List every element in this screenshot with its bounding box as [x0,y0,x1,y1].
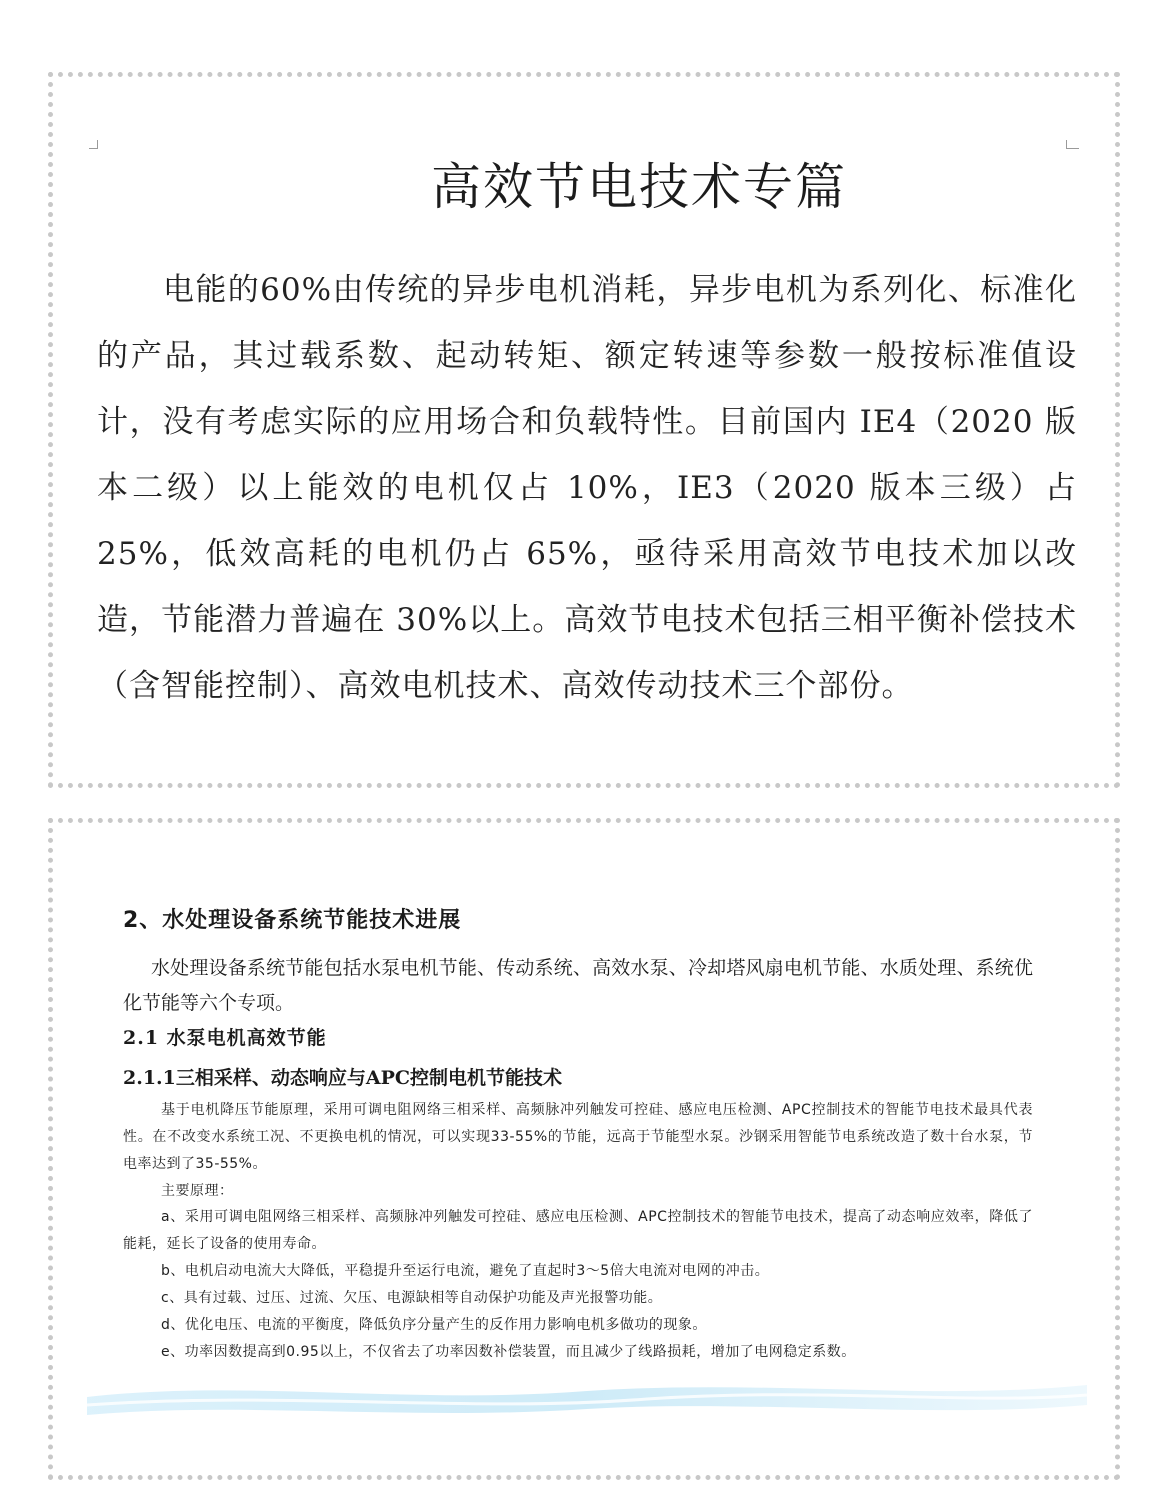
principle-item: e、功率因数提高到0.95以上，不仅省去了功率因数补偿装置，而且减少了线路损耗，增加了电网稳定系数。 [161,1344,856,1360]
subsubsection-heading: 2.1.1三相采样、动态响应与APC控制电机节能技术 [123,1067,563,1089]
section-paragraph: 水处理设备系统节能包括水泵电机节能、传动系统、高效水泵、冷却塔风扇电机节能、水质处理、系统优化节能等六个专项。 [123,957,1033,1014]
principle-item: a、采用可调电阻网络三相采样、高频脉冲列触发可控硅、感应电压检测、APC控制技术的智能节电技术，提高了动态响应效率，降低了能耗，延长了设备的使用寿命。 [123,1209,1033,1252]
decorative-wave [87,1375,1087,1423]
page-1 [48,72,1120,788]
technique-intro: 基于电机降压节能原理，采用可调电阻网络三相采样、高频脉冲列触发可控硅、感应电压检测、APC控制技术的智能节电技术最具代表性。在不改变水系统工况、不更换电机的情况，可以实现33-55%的节能，远高于节能型水泵。沙钢采用智能节电系统改造了数十台水泵，节电率达到了35-55%。 [123,1102,1033,1172]
principle-item: c、具有过载、过压、过流、欠压、电源缺相等自动保护功能及声光报警功能。 [161,1290,663,1306]
page-2 [48,818,1120,1480]
page-title: 高效节电技术专篇 [431,158,847,216]
intro-paragraph: 电能的60%由传统的异步电机消耗，异步电机为系列化、标准化的产品，其过载系数、起动转矩、额定转速等参数一般按标准值设计，没有考虑实际的应用场合和负载特性。目前国内 IE4（2020 版本二级）以上能效的电机仅占 10%，IE3（2020 版本三级）占 25%，低效高耗的电机仍占 65%，亟待采用高效节电技术加以改造，节能潜力普遍在 30%以上。高效节电技术包括三相平衡补偿技术（含智能控制）、高效电机技术、高效传动技术三个部份。 [97,272,1077,704]
section-heading: 2、水处理设备系统节能技术进展 [123,908,462,933]
subsection-heading: 2.1 水泵电机高效节能 [123,1027,327,1049]
principles-list [123,1204,1033,1366]
principle-item: d、优化电压、电流的平衡度，降低负序分量产生的反作用力影响电机多做功的现象。 [161,1317,707,1333]
principle-item: b、电机启动电流大大降低，平稳提升至运行电流，避免了直起时3～5倍大电流对电网的冲击。 [161,1263,770,1279]
principles-title: 主要原理： [161,1183,234,1199]
